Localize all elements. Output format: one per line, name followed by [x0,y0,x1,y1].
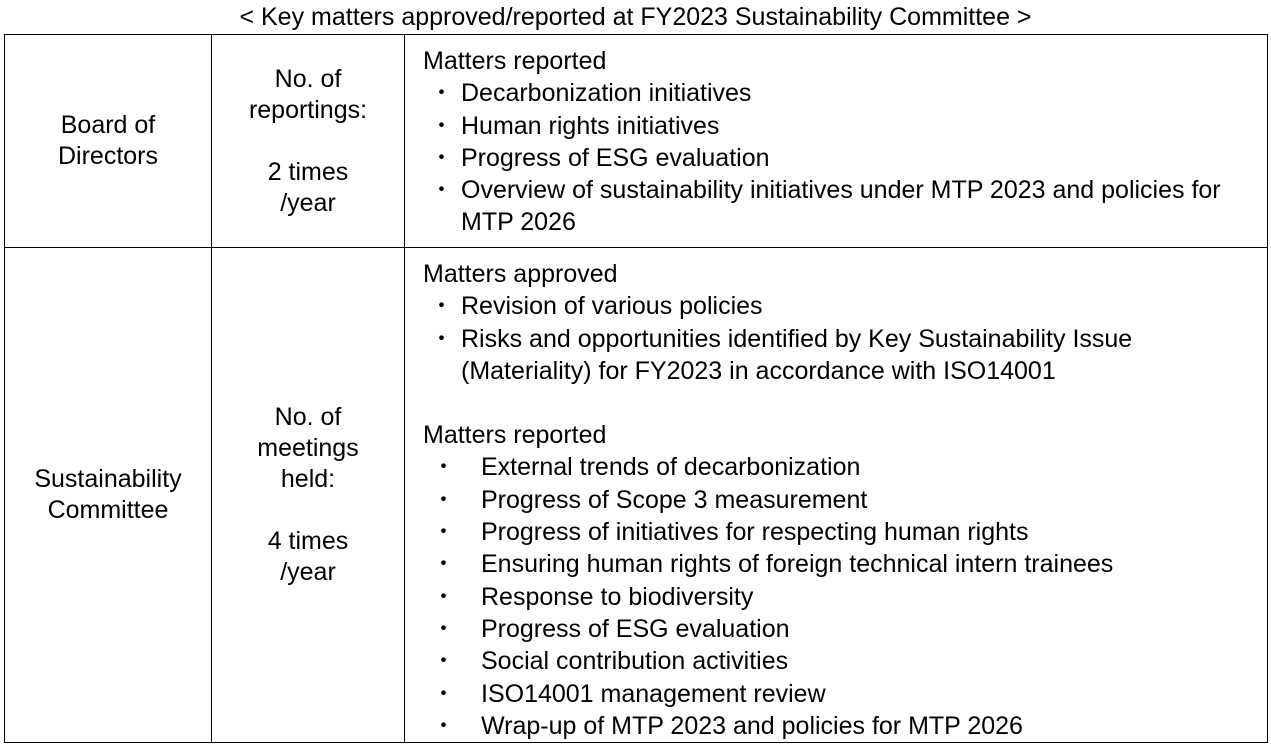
matters-cell-board [405,35,1268,248]
body-cell-board [5,35,212,248]
list-item: ・ Response to biodiversity [423,581,1267,613]
frequency-value-line: /year [280,558,336,587]
body-name-line: Directors [57,142,158,170]
list-item: ・ Progress of ESG evaluation [423,613,1267,645]
bullet-icon: ・ [429,79,455,108]
bullet-icon: ・ [431,550,457,579]
bullet-icon: ・ [431,711,457,740]
frequency-label-line: No. of [274,64,342,93]
list-item: ・ Human rights initiatives [423,110,1267,142]
body-name-line: Board of [60,111,156,139]
frequency-cell-committee [212,248,405,743]
body-cell-committee [5,248,212,743]
list-item: ・ Ensuring human rights of foreign technical intern trainees [423,548,1267,580]
frequency-label-line: No. of [274,403,342,432]
frequency-value-line: /year [280,188,336,217]
table-caption: < Key matters approved/reported at FY2023 Sustainability Committee > [239,3,1032,31]
matters-cell-committee [405,248,1268,743]
table-row-committee [5,248,1268,743]
table-row-board [5,35,1268,248]
section-heading: Matters reported [423,421,607,450]
frequency-label-line: meetings [257,434,359,463]
bullet-icon: ・ [429,111,455,140]
bullet-icon: ・ [429,176,455,205]
bullet-icon: ・ [431,518,457,547]
bullet-icon: ・ [429,324,455,353]
list-item: ・ Social contribution activities [423,645,1267,677]
list-item: ・ Risks and opportunities identified by Key Sustainability Issue (Materiality) for FY2023 in accordance with ISO14001 [429,324,1133,385]
matters-list [423,77,1267,238]
bullet-icon: ・ [431,582,457,611]
frequency-value-line: 4 times [267,527,349,556]
list-item: ・ Progress of initiatives for respecting human rights [423,516,1267,548]
matters-list [423,290,1267,387]
section-heading: Matters approved [423,260,618,288]
bullet-icon: ・ [429,143,455,172]
bullet-icon: ・ [431,453,457,482]
bullet-icon: ・ [431,614,457,643]
section-heading: Matters reported [423,47,607,75]
committee-matters-table [4,34,1268,743]
body-name-line: Committee [47,496,169,525]
list-item: ・ External trends of decarbonization [423,451,1267,483]
body-name-line: Sustainability [34,465,182,494]
matters-list [423,451,1267,742]
frequency-label-line: reportings: [248,95,368,124]
frequency-label-line: held: [280,465,336,494]
list-item: ・ Decarbonization initiatives [423,77,1267,109]
frequency-cell-board [212,35,405,248]
list-item: ・ Overview of sustainability initiatives under MTP 2023 and policies for MTP 2026 [429,176,1221,237]
list-item: ・ Revision of various policies [423,290,1267,322]
bullet-icon: ・ [431,485,457,514]
list-item: ・ ISO14001 management review [423,678,1267,710]
frequency-value-line: 2 times [267,157,349,186]
bullet-icon: ・ [429,292,455,321]
bullet-icon: ・ [431,679,457,708]
list-item: ・ Progress of Scope 3 measurement [423,484,1267,516]
list-item: ・ Wrap-up of MTP 2023 and policies for MTP 2026 [423,710,1267,742]
bullet-icon: ・ [431,647,457,676]
list-item: ・ Progress of ESG evaluation [423,142,1267,174]
